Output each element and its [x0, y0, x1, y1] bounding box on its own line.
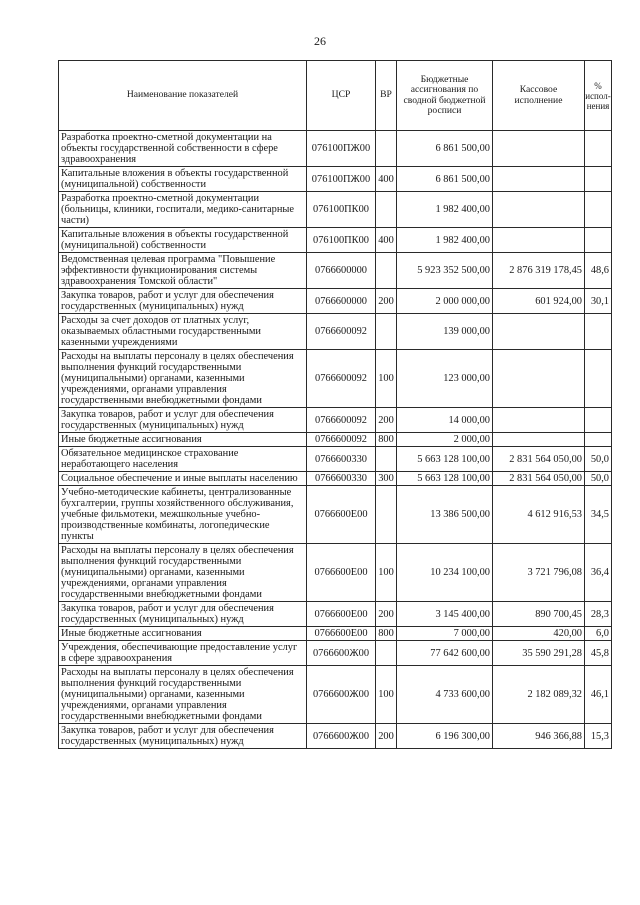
cell-csr: 0766600Е00 [307, 486, 376, 544]
table-header-row [59, 61, 612, 131]
cell-budget: 5 663 128 100,00 [397, 447, 493, 472]
cell-budget: 4 733 600,00 [397, 666, 493, 724]
cell-cash [493, 408, 585, 433]
cell-csr: 0766600Ж00 [307, 724, 376, 749]
cell-vr [376, 641, 397, 666]
cell-cash: 2 182 089,32 [493, 666, 585, 724]
cell-name: Капитальные вложения в объекты государственной (муниципальной) собственности [59, 167, 307, 192]
cell-csr: 0766600000 [307, 253, 376, 289]
cell-cash: 2 831 564 050,00 [493, 472, 585, 486]
cell-name: Расходы на выплаты персоналу в целях обеспечения выполнения функций государственными (муниципальными) органами, казенными учреждениями, органами управления государственными внебюджетными фондами [59, 666, 307, 724]
table-row [59, 253, 612, 289]
cell-csr: 0766600Ж00 [307, 666, 376, 724]
cell-cash: 890 700,45 [493, 602, 585, 627]
cell-budget: 7 000,00 [397, 627, 493, 641]
table-row [59, 486, 612, 544]
cell-cash [493, 350, 585, 408]
cell-csr: 076100ПЖ00 [307, 131, 376, 167]
cell-pct: 34,5 [585, 486, 612, 544]
cell-vr: 100 [376, 544, 397, 602]
header-pct: % испол-нения [585, 61, 612, 131]
cell-pct [585, 167, 612, 192]
cell-vr: 200 [376, 289, 397, 314]
cell-cash: 601 924,00 [493, 289, 585, 314]
cell-pct: 45,8 [585, 641, 612, 666]
cell-cash: 946 366,88 [493, 724, 585, 749]
cell-pct [585, 131, 612, 167]
cell-budget: 14 000,00 [397, 408, 493, 433]
header-cash: Кассовое исполнение [493, 61, 585, 131]
cell-budget: 13 386 500,00 [397, 486, 493, 544]
table-row [59, 350, 612, 408]
page-number: 26 [314, 34, 326, 48]
cell-cash: 420,00 [493, 627, 585, 641]
cell-cash: 3 721 796,08 [493, 544, 585, 602]
cell-pct [585, 408, 612, 433]
cell-pct: 36,4 [585, 544, 612, 602]
cell-cash [493, 314, 585, 350]
cell-vr: 100 [376, 350, 397, 408]
table-row [59, 627, 612, 641]
cell-name: Иные бюджетные ассигнования [59, 433, 307, 447]
cell-cash: 2 831 564 050,00 [493, 447, 585, 472]
cell-vr: 200 [376, 408, 397, 433]
cell-name: Закупка товаров, работ и услуг для обеспечения государственных (муниципальных) нужд [59, 408, 307, 433]
table-row [59, 666, 612, 724]
cell-csr: 0766600092 [307, 433, 376, 447]
cell-budget: 1 982 400,00 [397, 228, 493, 253]
table-row [59, 192, 612, 228]
cell-pct [585, 350, 612, 408]
cell-csr: 0766600Е00 [307, 602, 376, 627]
cell-vr: 200 [376, 602, 397, 627]
header-name: Наименование показателей [59, 61, 307, 131]
cell-pct: 28,3 [585, 602, 612, 627]
cell-budget: 5 663 128 100,00 [397, 472, 493, 486]
cell-vr: 800 [376, 433, 397, 447]
cell-cash [493, 131, 585, 167]
cell-budget: 6 861 500,00 [397, 131, 493, 167]
cell-name: Социальное обеспечение и иные выплаты населению [59, 472, 307, 486]
cell-csr: 0766600000 [307, 289, 376, 314]
header-vr: ВР [376, 61, 397, 131]
cell-csr: 076100ПК00 [307, 228, 376, 253]
cell-vr [376, 447, 397, 472]
cell-csr: 0766600092 [307, 314, 376, 350]
table-row [59, 228, 612, 253]
cell-csr: 0766600330 [307, 447, 376, 472]
cell-csr: 076100ПК00 [307, 192, 376, 228]
cell-vr: 400 [376, 228, 397, 253]
table-row [59, 167, 612, 192]
table-row [59, 447, 612, 472]
cell-name: Разработка проектно-сметной документации на объекты государственной собственности в сфере здравоохранения [59, 131, 307, 167]
cell-budget: 1 982 400,00 [397, 192, 493, 228]
table-row [59, 602, 612, 627]
cell-budget: 3 145 400,00 [397, 602, 493, 627]
table-row [59, 131, 612, 167]
cell-name: Закупка товаров, работ и услуг для обеспечения государственных (муниципальных) нужд [59, 724, 307, 749]
cell-pct: 50,0 [585, 447, 612, 472]
table-row [59, 724, 612, 749]
cell-name: Закупка товаров, работ и услуг для обеспечения государственных (муниципальных) нужд [59, 289, 307, 314]
header-budget: Бюджетные ассигнования по сводной бюджетной росписи [397, 61, 493, 131]
cell-name: Иные бюджетные ассигнования [59, 627, 307, 641]
table-row [59, 433, 612, 447]
cell-csr: 0766600330 [307, 472, 376, 486]
table-row [59, 314, 612, 350]
cell-csr: 0766600092 [307, 350, 376, 408]
cell-cash: 2 876 319 178,45 [493, 253, 585, 289]
cell-vr: 800 [376, 627, 397, 641]
cell-csr: 0766600092 [307, 408, 376, 433]
cell-budget: 10 234 100,00 [397, 544, 493, 602]
table-body [59, 131, 612, 749]
cell-pct: 46,1 [585, 666, 612, 724]
cell-name: Учебно-методические кабинеты, централизованные бухгалтерии, группы хозяйственного обслуживания, учебные фильмотеки, межшкольные учебно-производственные комбинаты, логопедические пункты [59, 486, 307, 544]
cell-budget: 6 861 500,00 [397, 167, 493, 192]
cell-cash [493, 228, 585, 253]
cell-vr: 200 [376, 724, 397, 749]
table-row [59, 544, 612, 602]
cell-budget: 139 000,00 [397, 314, 493, 350]
cell-budget: 123 000,00 [397, 350, 493, 408]
cell-vr: 300 [376, 472, 397, 486]
cell-pct [585, 433, 612, 447]
cell-name: Закупка товаров, работ и услуг для обеспечения государственных (муниципальных) нужд [59, 602, 307, 627]
cell-csr: 0766600Е00 [307, 544, 376, 602]
cell-cash [493, 192, 585, 228]
cell-cash [493, 433, 585, 447]
table-row [59, 408, 612, 433]
cell-vr: 400 [376, 167, 397, 192]
cell-cash [493, 167, 585, 192]
cell-vr [376, 253, 397, 289]
cell-name: Расходы за счет доходов от платных услуг, оказываемых областными государственными казенными учреждениями [59, 314, 307, 350]
cell-name: Обязательное медицинское страхование неработающего населения [59, 447, 307, 472]
cell-vr [376, 486, 397, 544]
cell-csr: 076100ПЖ00 [307, 167, 376, 192]
header-csr: ЦСР [307, 61, 376, 131]
cell-name: Учреждения, обеспечивающие предоставление услуг в сфере здравоохранения [59, 641, 307, 666]
cell-pct [585, 228, 612, 253]
table-row [59, 472, 612, 486]
cell-name: Ведомственная целевая программа "Повышение эффективности функционирования системы здравоохранения Томской области" [59, 253, 307, 289]
cell-vr [376, 192, 397, 228]
cell-budget: 2 000,00 [397, 433, 493, 447]
cell-name: Расходы на выплаты персоналу в целях обеспечения выполнения функций государственными (муниципальными) органами, казенными учреждениями, органами управления государственными внебюджетными фондами [59, 350, 307, 408]
cell-pct: 50,0 [585, 472, 612, 486]
table-row [59, 641, 612, 666]
table-row [59, 289, 612, 314]
cell-budget: 6 196 300,00 [397, 724, 493, 749]
cell-vr [376, 131, 397, 167]
cell-pct: 30,1 [585, 289, 612, 314]
cell-cash: 4 612 916,53 [493, 486, 585, 544]
cell-name: Капитальные вложения в объекты государственной (муниципальной) собственности [59, 228, 307, 253]
cell-budget: 77 642 600,00 [397, 641, 493, 666]
cell-csr: 0766600Ж00 [307, 641, 376, 666]
cell-budget: 2 000 000,00 [397, 289, 493, 314]
cell-vr [376, 314, 397, 350]
cell-pct: 6,0 [585, 627, 612, 641]
cell-pct: 15,3 [585, 724, 612, 749]
cell-csr: 0766600Е00 [307, 627, 376, 641]
cell-name: Разработка проектно-сметной документации (больницы, клиники, госпитали, медико-санитарные части) [59, 192, 307, 228]
cell-cash: 35 590 291,28 [493, 641, 585, 666]
cell-name: Расходы на выплаты персоналу в целях обеспечения выполнения функций государственными (муниципальными) органами, казенными учреждениями, органами управления государственными внебюджетными фондами [59, 544, 307, 602]
cell-pct: 48,6 [585, 253, 612, 289]
cell-vr: 100 [376, 666, 397, 724]
cell-pct [585, 192, 612, 228]
cell-pct [585, 314, 612, 350]
cell-budget: 5 923 352 500,00 [397, 253, 493, 289]
budget-table [58, 60, 612, 749]
